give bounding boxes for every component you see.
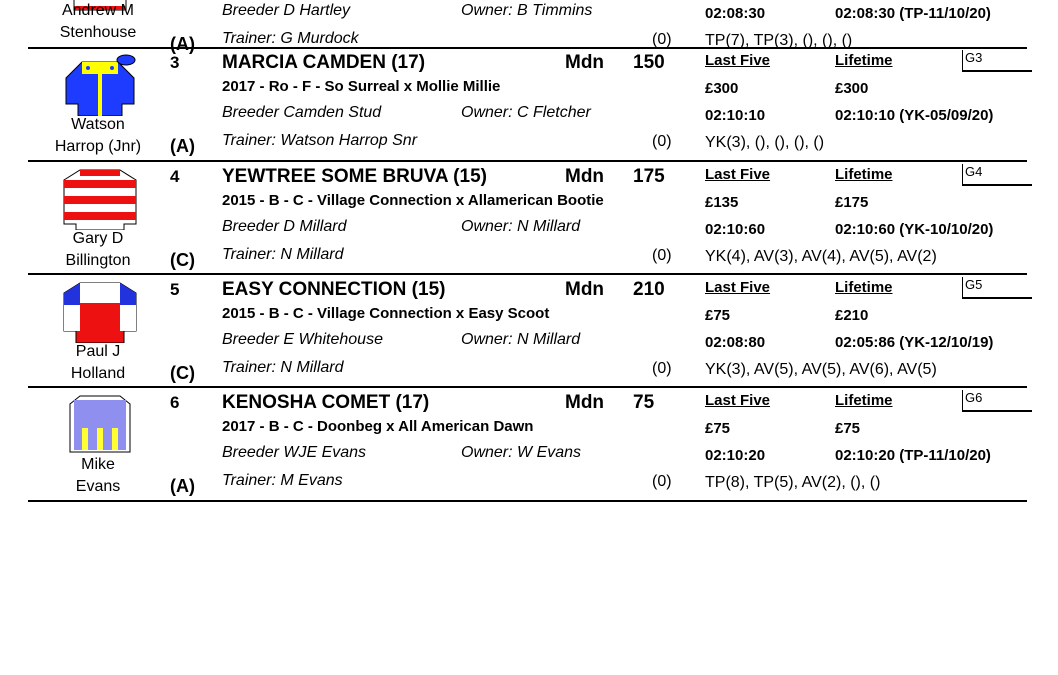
gate-box: G4 xyxy=(962,164,1032,186)
race-class: Mdn xyxy=(565,279,605,300)
horse-name: YEWTREE SOME BRUVA (15) xyxy=(222,166,487,187)
driver-first-line: Mike xyxy=(81,456,115,473)
driver-first-line: Andrew M xyxy=(61,2,135,19)
breeder: Breeder D Millard xyxy=(222,218,347,235)
silks-yellow-blue-icon xyxy=(60,52,140,116)
driver-first-line: Gary D xyxy=(72,230,124,247)
recent-form: TP(8), TP(5), AV(2), (), () xyxy=(705,474,881,491)
rating-points: 175 xyxy=(633,166,665,187)
horse-name: KENOSHA COMET (17) xyxy=(222,392,430,413)
rating-points: 75 xyxy=(633,392,655,413)
separator-rule xyxy=(28,273,1027,275)
lifetime-money: £75 xyxy=(835,420,861,437)
last-five-time: 02:10:20 xyxy=(705,447,766,464)
driver-name xyxy=(28,341,168,385)
runner-4 xyxy=(28,164,1028,278)
horse-name: MARCIA CAMDEN (17) xyxy=(222,52,426,73)
saddle-number: 3 xyxy=(170,53,180,72)
last-five-header: Last Five xyxy=(705,279,771,296)
last-five-time: 02:10:60 xyxy=(705,221,766,238)
owner: Owner: N Millard xyxy=(461,218,581,235)
pedigree: 2017 - B - C - Doonbeg x All American Dawn xyxy=(222,418,534,435)
race-class: Mdn xyxy=(565,52,605,73)
last-five-header: Last Five xyxy=(705,392,771,409)
driver-second-line: Stenhouse xyxy=(59,24,137,41)
gate-box: G6 xyxy=(962,390,1032,412)
breeder: Breeder WJE Evans xyxy=(222,444,367,461)
recent-form: YK(3), AV(5), AV(5), AV(6), AV(5) xyxy=(705,361,937,378)
handicap-mark: (A) xyxy=(170,136,195,156)
last-five-time: 02:08:80 xyxy=(705,334,766,351)
trainer: Trainer: M Evans xyxy=(222,472,343,489)
lifetime-header: Lifetime xyxy=(835,166,893,183)
separator-rule xyxy=(28,160,1027,162)
handicap-mark: (A) xyxy=(170,476,195,496)
pedigree: 2015 - B - C - Village Connection x Allamerican Bootie xyxy=(222,192,604,209)
zero-count: (0) xyxy=(652,247,672,264)
trainer: Trainer: Watson Harrop Snr xyxy=(222,132,418,149)
silks-red-white-hoops-icon xyxy=(60,166,140,230)
handicap-mark: (A) xyxy=(170,34,195,54)
lifetime-header: Lifetime xyxy=(835,52,893,69)
saddle-number: 6 xyxy=(170,393,180,412)
lifetime-time: 02:10:60 (YK-10/10/20) xyxy=(835,221,994,238)
zero-count: (0) xyxy=(652,133,672,150)
last-five-money: £135 xyxy=(705,194,739,211)
gate-box: G5 xyxy=(962,277,1032,299)
last-five-money: £75 xyxy=(705,420,731,437)
lifetime-header: Lifetime xyxy=(835,392,893,409)
saddle-number: 4 xyxy=(170,167,180,186)
trainer: Trainer: G Murdock xyxy=(222,30,359,47)
driver-second-line: Harrop (Jnr) xyxy=(54,138,142,155)
lifetime-time: 02:08:30 (TP-11/10/20) xyxy=(835,5,991,22)
runner-5 xyxy=(28,277,1028,391)
zero-count: (0) xyxy=(652,31,672,48)
race-class: Mdn xyxy=(565,392,605,413)
runner-3 xyxy=(28,50,1028,164)
driver-name xyxy=(28,454,168,498)
owner: Owner: N Millard xyxy=(461,331,581,348)
separator-rule xyxy=(28,500,1027,502)
recent-form: YK(3), (), (), (), () xyxy=(705,134,825,151)
saddle-number: 5 xyxy=(170,280,180,299)
rating-points: 210 xyxy=(633,279,665,300)
zero-count: (0) xyxy=(652,360,672,377)
driver-name xyxy=(28,0,168,44)
breeder: Breeder Camden Stud xyxy=(222,104,382,121)
driver-first-line: Paul J xyxy=(75,343,121,360)
lifetime-money: £175 xyxy=(835,194,869,211)
trainer: Trainer: N Millard xyxy=(222,359,344,376)
last-five-money: £75 xyxy=(705,307,731,324)
driver-second-line: Billington xyxy=(65,252,131,269)
last-five-money: £300 xyxy=(705,80,739,97)
lifetime-time: 02:10:10 (YK-05/09/20) xyxy=(835,107,994,124)
lifetime-time: 02:05:86 (YK-12/10/19) xyxy=(835,334,994,351)
pedigree: 2017 - Ro - F - So Surreal x Mollie Millie xyxy=(222,78,501,95)
last-five-header: Last Five xyxy=(705,52,771,69)
driver-name xyxy=(28,228,168,272)
lifetime-money: £300 xyxy=(835,80,869,97)
driver-name xyxy=(28,114,168,158)
last-five-time: 02:10:10 xyxy=(705,107,766,124)
driver-second-line: Evans xyxy=(75,478,121,495)
breeder: Breeder E Whitehouse xyxy=(222,331,383,348)
trainer: Trainer: N Millard xyxy=(222,246,344,263)
driver-second-line: Holland xyxy=(70,365,126,382)
owner: Owner: C Fletcher xyxy=(461,104,591,121)
owner: Owner: B Timmins xyxy=(461,2,593,19)
handicap-mark: (C) xyxy=(170,250,195,270)
silks-lavender-yellow-icon xyxy=(60,392,140,456)
handicap-mark: (C) xyxy=(170,363,195,383)
rating-points: 150 xyxy=(633,52,665,73)
breeder: Breeder D Hartley xyxy=(222,2,351,19)
gate-box: G3 xyxy=(962,50,1032,72)
last-five-header: Last Five xyxy=(705,166,771,183)
recent-form: TP(7), TP(3), (), (), () xyxy=(705,32,853,49)
zero-count: (0) xyxy=(652,473,672,490)
separator-rule xyxy=(28,386,1027,388)
last-five-time: 02:08:30 xyxy=(705,5,766,22)
silks-red-white-blue-icon xyxy=(60,279,140,343)
lifetime-money: £210 xyxy=(835,307,869,324)
race-class: Mdn xyxy=(565,166,605,187)
lifetime-header: Lifetime xyxy=(835,279,893,296)
horse-name: EASY CONNECTION (15) xyxy=(222,279,446,300)
lifetime-time: 02:10:20 (TP-11/10/20) xyxy=(835,447,991,464)
runner-6 xyxy=(28,390,1028,504)
separator-rule xyxy=(28,47,1027,49)
pedigree: 2015 - B - C - Village Connection x Easy Scoot xyxy=(222,305,550,322)
recent-form: YK(4), AV(3), AV(4), AV(5), AV(2) xyxy=(705,248,937,265)
driver-first-line: Watson xyxy=(71,116,125,133)
owner: Owner: W Evans xyxy=(461,444,582,461)
